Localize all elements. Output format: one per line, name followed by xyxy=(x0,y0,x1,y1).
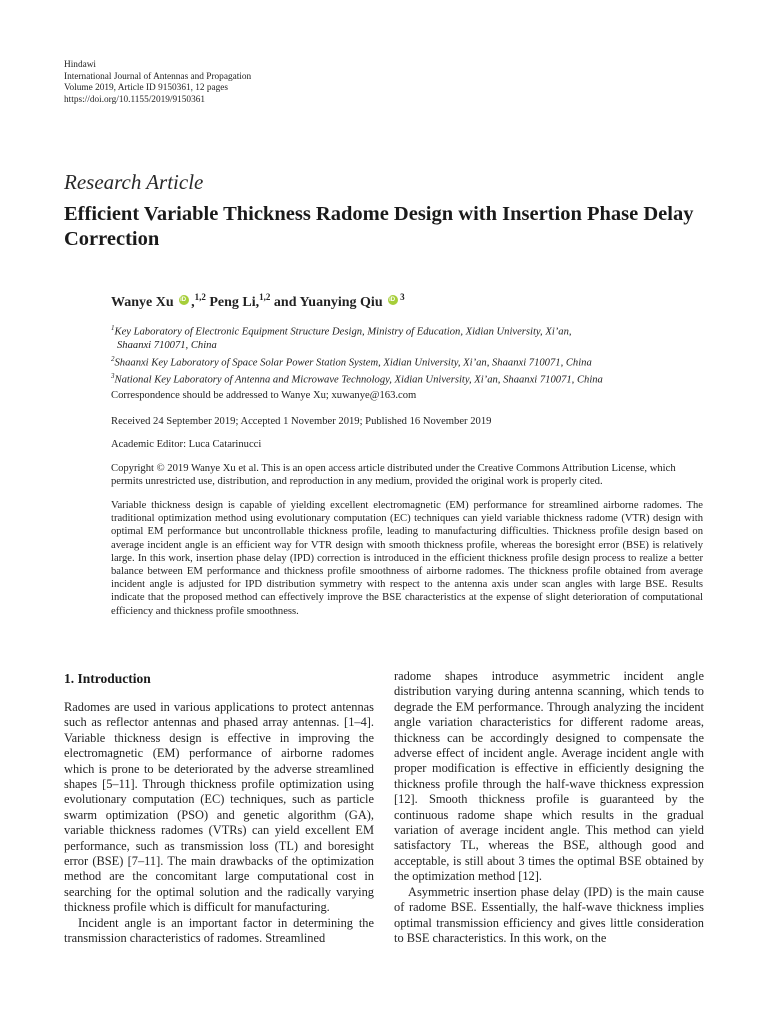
copyright-notice: Copyright © 2019 Wanye Xu et al. This is an open access article distributed under the Creative Commons Attribution License, which permits unrestricted use, distribution, and reproduction in any medium, provided the original work is properly cited. xyxy=(111,463,676,488)
affiliation-item xyxy=(111,353,711,370)
affiliation-text: Key Laboratory of Electronic Equipment Structure Design, Ministry of Education, Xidian University, Xi’an, xyxy=(114,326,572,338)
affiliation-item-continued: Shaanxi 710071, China xyxy=(117,340,217,352)
article-type: Research Article xyxy=(64,170,204,194)
author-affil-sup: 1,2 xyxy=(194,292,206,302)
affiliation-text: Shaanxi Key Laboratory of Space Solar Power Station System, Xidian University, Xi’an, Shaanxi 710071, China xyxy=(114,357,592,369)
body-paragraph: radome shapes introduce asymmetric incident angle distribution varying during antenna scanning, which tends to degrade the EM performance. Through analyzing the incident angle variation characteristics for different radome areas, thickness can be accordingly designed to compensate the adverse effect of incident angle. Average incident angle with proper modification is effective in efficiently designing the thickness profile through the half-wave thickness expression [12]. Smooth thickness profile is guaranteed by the continuous radome shape which results in the gradual variation of average incident angle. This method can yield satisfactory TL, whereas the BSE, although good and acceptable, is still about 3 times the optimal BSE obtained by the optimization method [12]. xyxy=(394,669,704,884)
journal-name: International Journal of Antennas and Propagation xyxy=(64,71,252,82)
body-paragraph: Radomes are used in various applications to protect antennas such as reflector antennas and phased array antennas. [1–4]. Variable thickness design is effective in improving the electromagnetic (EM) performance of airborne radomes which is prone to be deteriorated by the adverse streamlined shapes [5–11]. Through thickness profile optimization using evolutionary computation (EC) techniques, such as particle swarm optimization (PSO) and genetic algorithm (GA), variable thickness radomes (VTRs) can yield excellent EM performance, such as transmission loss (TL) and boresight error (BSE) [7–11]. The main drawbacks of the optimization method are the concomitant large computational cost in searching for the optimal solution and the radically varying thickness profile which is difficult for manufacturing. xyxy=(64,700,374,915)
affiliation-item xyxy=(111,322,711,339)
affiliation-item xyxy=(111,370,711,387)
body-paragraph: Incident angle is an important factor in determining the transmission characteristics of radomes. Streamlined xyxy=(64,915,374,946)
affiliation-number: 1 xyxy=(111,324,115,332)
publication-dates: Received 24 September 2019; Accepted 1 November 2019; Published 16 November 2019 xyxy=(111,416,492,427)
author-conjunction: and xyxy=(273,295,297,310)
affiliation-number: 3 xyxy=(111,371,115,380)
right-column xyxy=(394,669,704,946)
body-paragraph: Asymmetric insertion phase delay (IPD) is the main cause of radome BSE. Essentially, the half-wave thickness implies optimal transmission efficiency and gives little consideration to BSE characteristics. In this work, on the xyxy=(394,884,704,945)
orcid-icon[interactable] xyxy=(388,295,398,305)
affiliations xyxy=(111,322,711,387)
left-column xyxy=(64,700,374,947)
volume-info: Volume 2019, Article ID 9150361, 12 pages xyxy=(64,83,229,94)
affiliation-number: 2 xyxy=(111,354,115,363)
section-heading: 1. Introduction xyxy=(64,671,151,686)
orcid-icon[interactable] xyxy=(179,295,189,305)
doi-link[interactable]: https://doi.org/10.1155/2019/9150361 xyxy=(64,94,206,105)
author-name[interactable]: Wanye Xu xyxy=(111,295,174,310)
author-affil-sup: 1,2 xyxy=(259,292,271,302)
author-name[interactable]: Yuanying Qiu xyxy=(299,295,383,310)
correspondence: Correspondence should be addressed to Wanye Xu; xuwanye@163.com xyxy=(111,390,417,401)
journal-header xyxy=(64,60,251,106)
author-affil-sup: 3 xyxy=(400,292,405,302)
publisher-name: Hindawi xyxy=(64,60,97,70)
academic-editor: Academic Editor: Luca Catarinucci xyxy=(111,439,262,450)
author-list: Wanye Xu iD ,$^{1,2}$ Peng Li,$^{1,2}$ and Yuanying Qiu iD $^3$ xyxy=(111,292,405,311)
author-name[interactable]: Peng Li, xyxy=(209,295,260,310)
paper-title: Efficient Variable Thickness Radome Design with Insertion Phase Delay Correction xyxy=(64,203,694,250)
abstract: Variable thickness design is capable of yielding excellent electromagnetic (EM) performance for streamlined airborne radomes. The traditional optimization method using evolutionary computation (EC) techniques can yield variable thickness radome (VTR) design with optimal EM performance but uncontrollable thickness profile, leading to manufacturing difficulties. Thickness profile design based on average incident angle is an efficient way for VTR design with smooth thickness profile, whereas the boresight error (BSE) is relatively large. In this work, insertion phase delay (IPD) correction is introduced in the efficient thickness profile design process to realize a better balance between EM performance and thickness profile smoothness of airborne radomes. The thickness profile obtained from average incident angle is adjusted for IPD distribution symmetry with respect to the antenna axis under scan angles with large BSE. Results indicate that the proposed method can effectively improve the BSE characteristics at the expense of slight deterioration of computational efficiency and thickness profile smoothness. xyxy=(111,500,703,617)
affiliation-text: National Key Laboratory of Antenna and Microwave Technology, Xidian University, Xi’an, Shaanxi 710071, China xyxy=(114,374,603,386)
